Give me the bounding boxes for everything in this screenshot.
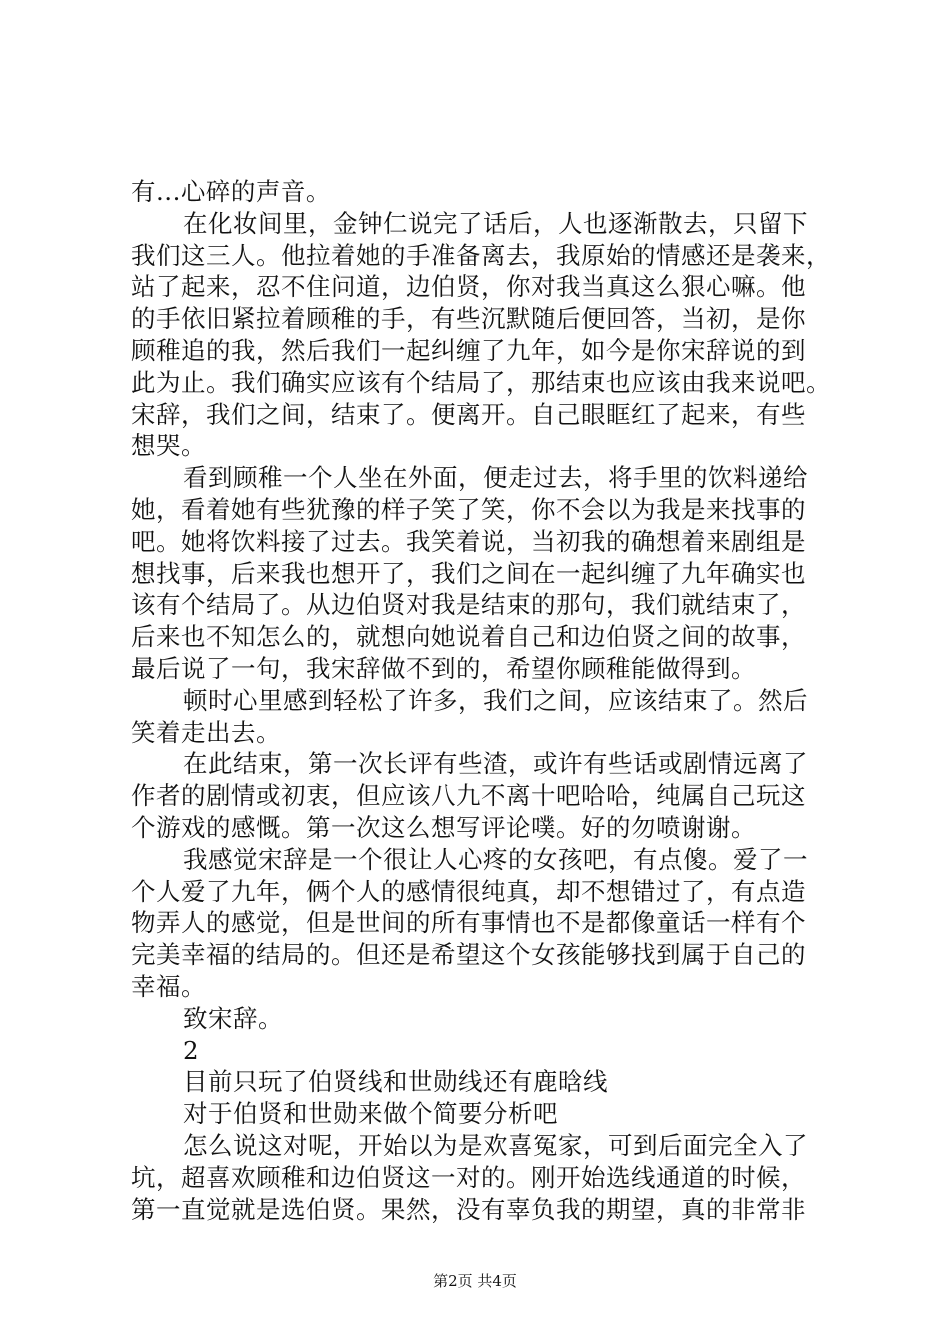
text-line: 坑，超喜欢顾稚和边伯贤这一对的。刚开始选线通道的时候， [131,1162,806,1192]
text-line: 想哭。 [131,431,206,461]
text-line: 完美幸福的结局的。但还是希望这个女孩能够找到属于自己的 [131,940,806,970]
text-line: 笑着走出去。 [131,717,281,747]
text-line: 最后说了一句，我宋辞做不到的，希望你顾稚能做得到。 [131,653,756,683]
text-line: 此为止。我们确实应该有个结局了，那结束也应该由我来说吧。 [131,367,831,397]
text-line: 站了起来，忍不住问道，边伯贤，你对我当真这么狠心嘛。他 [131,272,806,302]
document-body [131,176,831,1225]
text-line: 对于伯贤和世勋来做个简要分析吧 [183,1099,558,1129]
text-line: 在此结束，第一次长评有些渣，或许有些话或剧情远离了 [183,749,808,779]
text-line: 物弄人的感觉，但是世间的所有事情也不是都像童话一样有个 [131,908,806,938]
text-line: 顾稚追的我，然后我们一起纠缠了九年，如今是你宋辞说的到 [131,335,806,365]
text-line: 2 [183,1035,200,1065]
text-line: 她，看着她有些犹豫的样子笑了笑，你不会以为我是来找事的 [131,494,806,524]
text-line: 个人爱了九年，俩个人的感情很纯真，却不想错过了，有点造 [131,876,806,906]
text-line: 我感觉宋辞是一个很让人心疼的女孩吧，有点傻。爱了一 [183,844,808,874]
text-line: 致宋辞。 [183,1003,283,1033]
text-line: 作者的剧情或初衷，但应该八九不离十吧哈哈，纯属自己玩这 [131,781,806,811]
text-line: 个游戏的感慨。第一次这么想写评论噗。好的勿喷谢谢。 [131,812,756,842]
text-line: 看到顾稚一个人坐在外面，便走过去，将手里的饮料递给 [183,463,808,493]
text-line: 该有个结局了。从边伯贤对我是结束的那句，我们就结束了， [131,590,806,620]
text-line: 怎么说这对呢，开始以为是欢喜冤家，可到后面完全入了 [183,1130,808,1160]
text-line: 幸福。 [131,971,206,1001]
text-line: 我们这三人。他拉着她的手准备离去，我原始的情感还是袭来， [131,240,831,270]
text-line: 顿时心里感到轻松了许多，我们之间，应该结束了。然后 [183,685,808,715]
text-line: 有...心碎的声音。 [131,177,331,206]
text-line: 的手依旧紧拉着顾稚的手，有些沉默随后便回答，当初，是你 [131,304,806,334]
text-line: 在化妆间里，金钟仁说完了话后，人也逐渐散去，只留下 [183,208,808,238]
text-line: 后来也不知怎么的，就想向她说着自己和边伯贤之间的故事， [131,622,806,652]
text-line: 第一直觉就是选伯贤。果然，没有辜负我的期望，真的非常非 [131,1194,806,1224]
text-line: 吧。她将饮料接了过去。我笑着说，当初我的确想着来剧组是 [131,526,806,556]
text-line: 宋辞，我们之间，结束了。便离开。自己眼眶红了起来，有些 [131,399,806,429]
text-line: 目前只玩了伯贤线和世勋线还有鹿晗线 [183,1067,608,1097]
text-line: 想找事，后来我也想开了，我们之间在一起纠缠了九年确实也 [131,558,806,588]
page-footer: 第2页 共4页 [433,1272,517,1290]
